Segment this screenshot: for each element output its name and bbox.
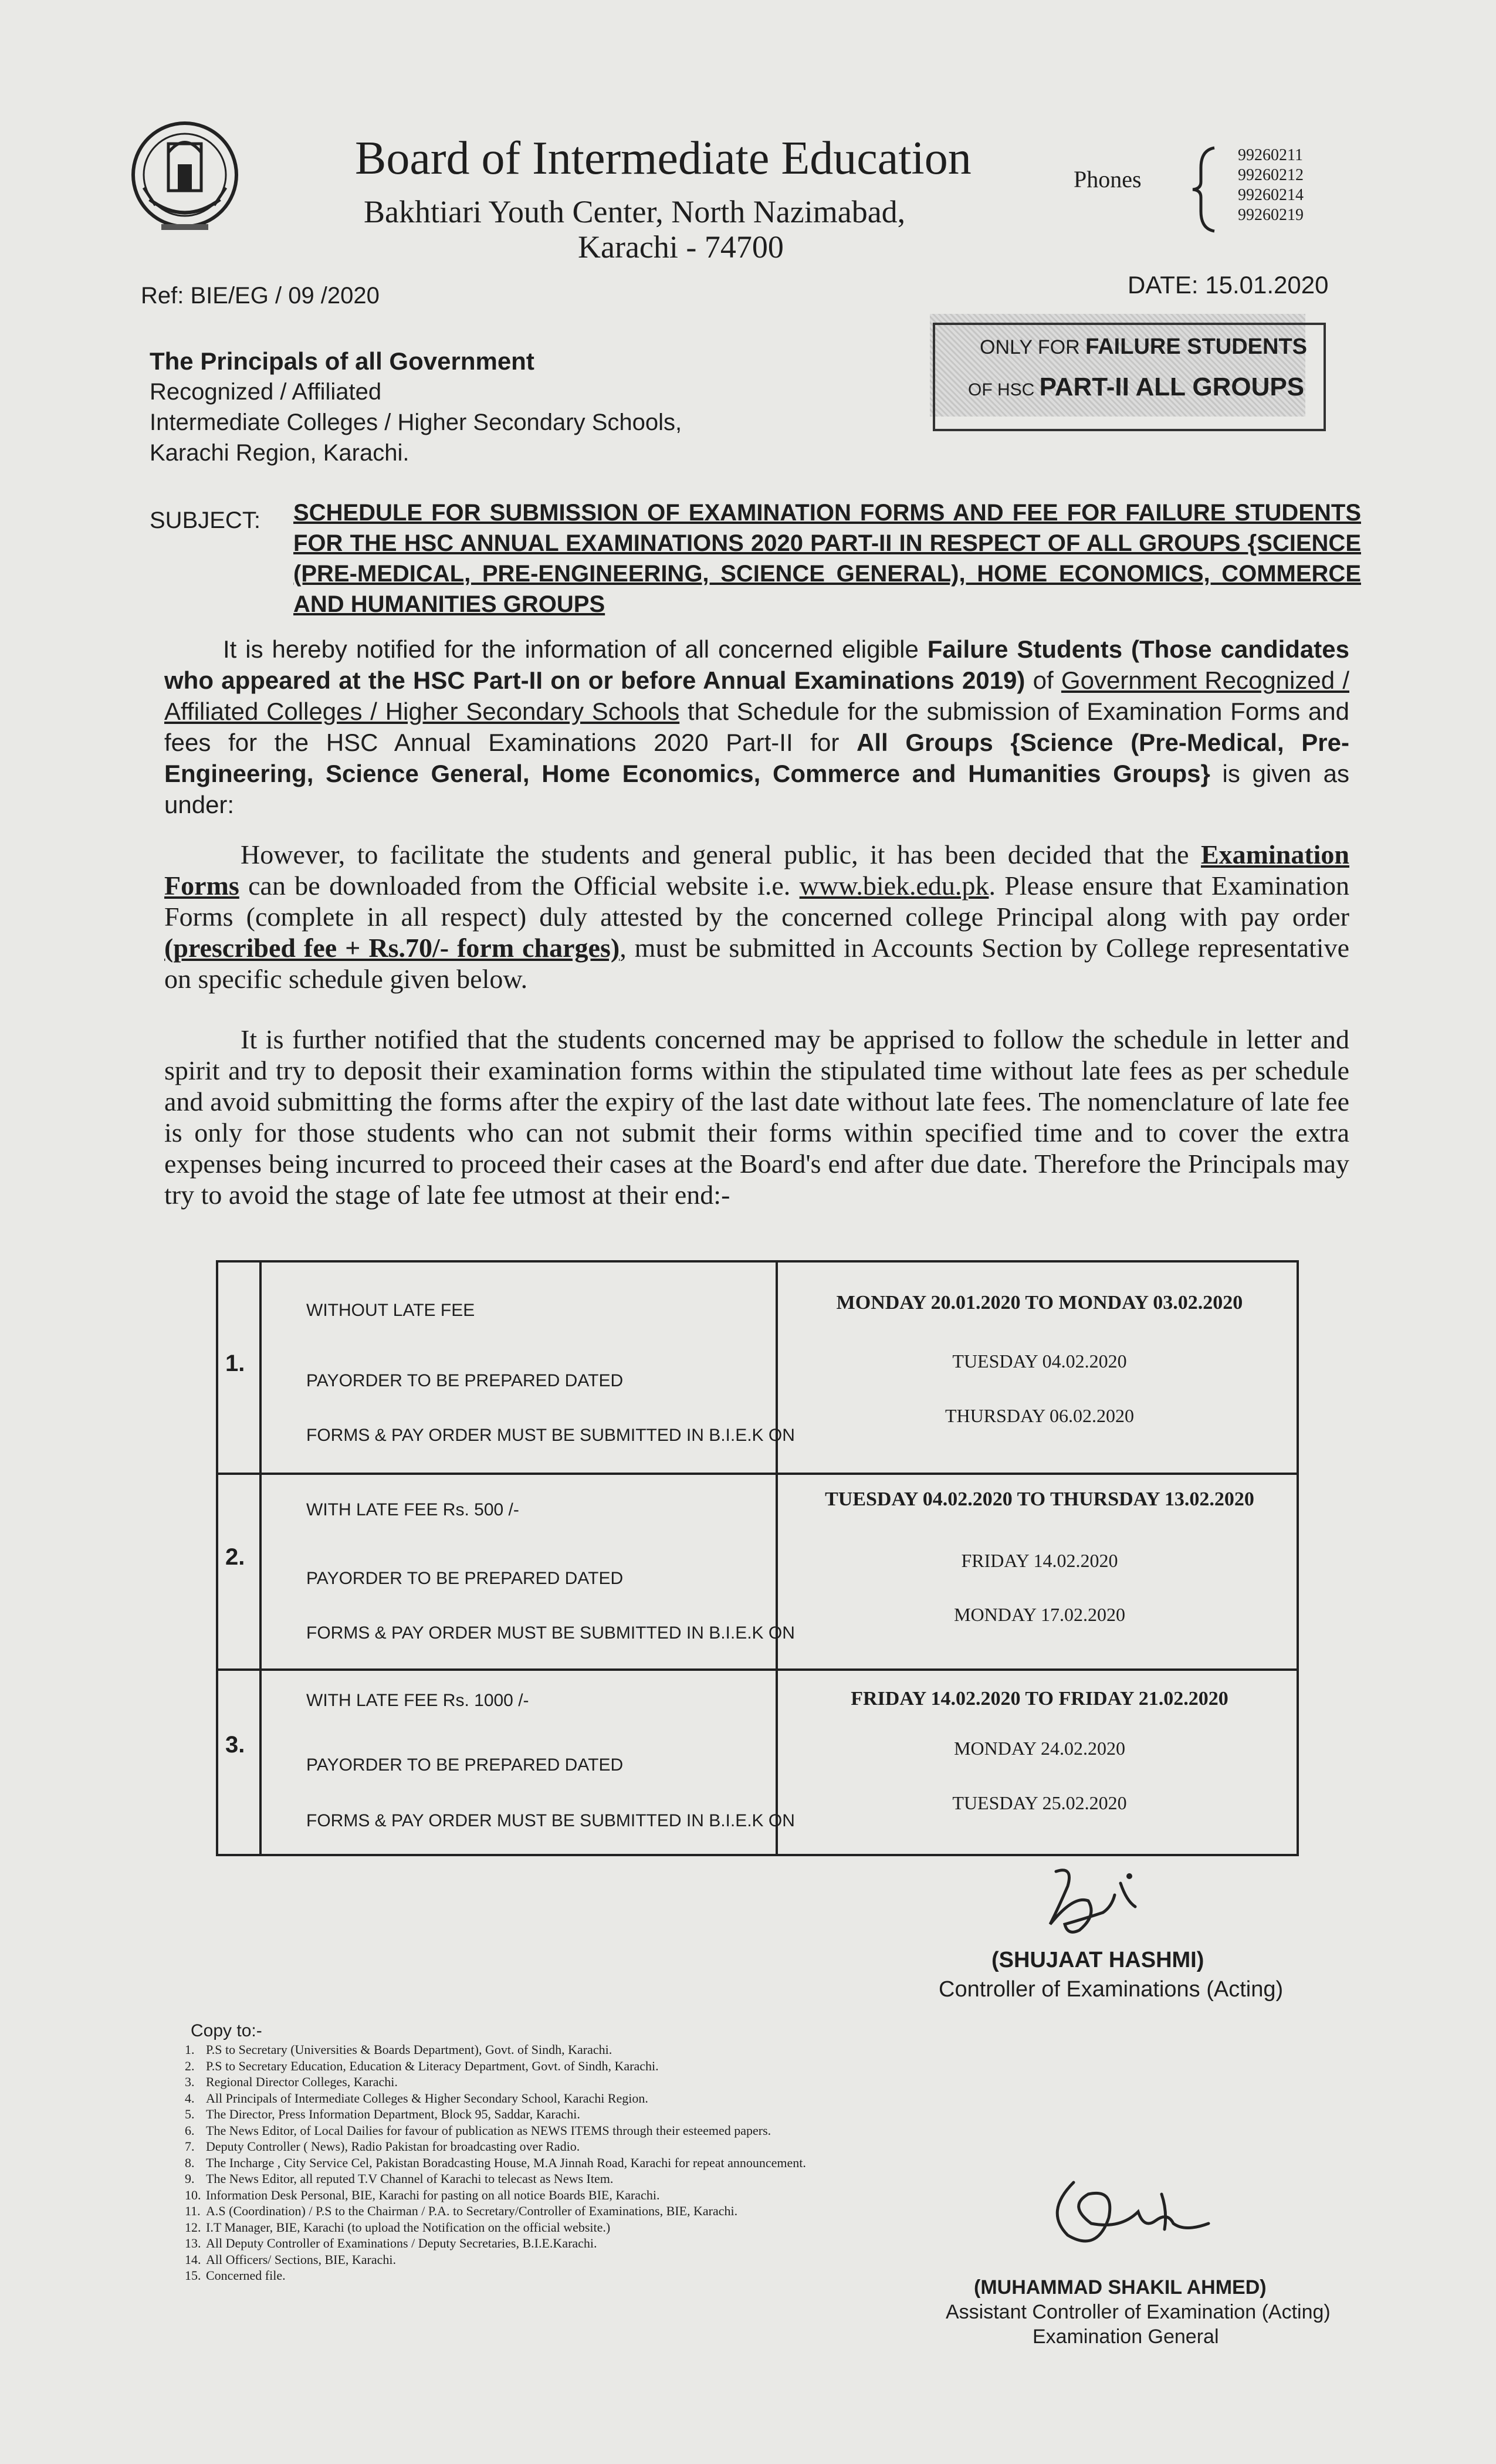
list-item: 4. All Principals of Intermediate Colleges & Higher Secondary School, Karachi Region. — [185, 2090, 648, 2106]
payorder-date: FRIDAY 14.02.2020 — [961, 1550, 1118, 1571]
stamp-line-2: OF HSC PART-II ALL GROUPS — [968, 373, 1305, 401]
phones-label: Phones — [1074, 166, 1142, 192]
curly-brace-icon — [1188, 145, 1223, 233]
table-divider — [259, 1263, 262, 1854]
list-item: 12. I.T Manager, BIE, Karachi (to upload the Notification on the official website.) — [185, 2219, 611, 2235]
org-name: Board of Intermediate Education — [355, 133, 972, 184]
copy-to-list — [185, 2042, 806, 2284]
payorder-label: PAYORDER TO BE PREPARED DATED — [306, 1371, 624, 1390]
table-divider — [218, 1668, 1297, 1671]
signatory-2-name: (MUHAMMAD SHAKIL AHMED) — [974, 2276, 1267, 2299]
board-seal-icon — [126, 117, 243, 241]
phone-numbers — [1238, 145, 1304, 225]
phone-number: 99260219 — [1238, 206, 1304, 224]
addressee-line: The Principals of all Government — [150, 347, 534, 375]
table-divider — [776, 1263, 778, 1854]
paragraph-3: It is further notified that the students concerned may be apprised to follow the schedule in letter and spirit and try to deposit their examination forms within the stipulated time without late fees as per schedule and avoid submitting the forms after the expiry of the last date without late fees. The nomenclature of late fee is only for those students who can not submit their forms within specified time and to cover the extra expenses being incurred to proceed their cases at the Board's end after due date. Therefore the Principals may try to avoid the stage of late fee utmost at their end:- — [164, 1024, 1349, 1210]
list-item: 14. All Officers/ Sections, BIE, Karachi. — [185, 2252, 397, 2267]
address-line-2: Karachi - 74700 — [578, 229, 784, 265]
addressee-line: Recognized / Affiliated — [150, 379, 382, 405]
payorder-label: PAYORDER TO BE PREPARED DATED — [306, 1569, 624, 1588]
fee-type: WITH LATE FEE Rs. 1000 /- — [306, 1691, 529, 1710]
subject-label: SUBJECT: — [150, 507, 260, 533]
address-line-1: Bakhtiari Youth Center, North Nazimabad, — [364, 194, 906, 229]
list-item: 3. Regional Director Colleges, Karachi. — [185, 2074, 398, 2089]
submit-date: TUESDAY 25.02.2020 — [952, 1792, 1127, 1813]
fee-type: WITH LATE FEE Rs. 500 /- — [306, 1500, 519, 1519]
payorder-date: MONDAY 24.02.2020 — [954, 1738, 1125, 1759]
website-link[interactable]: www.biek.edu.pk — [799, 871, 989, 901]
phone-number: 99260211 — [1238, 146, 1303, 164]
row-number: 3. — [225, 1732, 245, 1758]
signatory-1-name: (SHUJAAT HASHMI) — [991, 1948, 1204, 1972]
list-item: 10. Information Desk Personal, BIE, Karachi for pasting on all notice Boards BIE, Karachi. — [185, 2187, 660, 2202]
signature-1-icon — [1033, 1860, 1150, 1948]
addressee-line: Karachi Region, Karachi. — [150, 440, 409, 466]
signature-2-icon — [1033, 2165, 1214, 2265]
paragraph-1: It is hereby notified for the information of all concerned eligible Failure Students (Those candidates who appeared at the HSC Part-II on or before Annual Examinations 2019) of Government Recognized / Affiliated Colleges / Higher Secondary Schools that Schedule for the submission of Examination Forms and fees for the HSC Annual Examinations 2020 Part-II for All Groups {Science (Pre-Medical, Pre-Engineering, Science General, Home Economics, Commerce and Humanities Groups} is given as under: — [164, 635, 1349, 818]
submit-date: THURSDAY 06.02.2020 — [945, 1405, 1135, 1426]
row-number: 2. — [225, 1544, 245, 1570]
subject-text: SCHEDULE FOR SUBMISSION OF EXAMINATION FORMS AND FEE FOR FAILURE STUDENTS FOR THE HSC ANNUAL EXAMINATIONS 2020 PART-II IN RESPECT OF ALL GROUPS {SCIENCE (PRE-MEDICAL, PRE-ENGINEERING, SCIENCE GENERAL), HOME ECONOMICS, COMMERCE AND HUMANITIES GROUPS — [293, 500, 1361, 617]
fee-type: WITHOUT LATE FEE — [306, 1301, 475, 1320]
table-divider — [218, 1473, 1297, 1475]
list-item: 13. All Deputy Controller of Examinations / Deputy Secretaries, B.I.E.Karachi. — [185, 2236, 597, 2250]
period-dates: TUESDAY 04.02.2020 TO THURSDAY 13.02.2020 — [825, 1488, 1254, 1510]
list-item: 15. Concerned file. — [185, 2268, 286, 2283]
schedule-table — [216, 1260, 1299, 1856]
submit-label: FORMS & PAY ORDER MUST BE SUBMITTED IN B.I.E.K ON — [306, 1811, 795, 1830]
signatory-2-title: Assistant Controller of Examination (Acting) — [946, 2301, 1331, 2323]
period-dates: MONDAY 20.01.2020 TO MONDAY 03.02.2020 — [836, 1292, 1243, 1314]
letter-date: DATE: 15.01.2020 — [1128, 271, 1329, 299]
signatory-1-title: Controller of Examinations (Acting) — [939, 1977, 1284, 2002]
paragraph-2: However, to facilitate the students and general public, it has been decided that the Examination Forms can be downloaded from the Official website i.e. www.biek.edu.pk. Please ensure that Examination Forms (complete in all respect) duly attested by the concerned college Principal along with pay order (prescribed fee + Rs.70/- form charges), must be submitted in Accounts Section by College representative on specific schedule given below. — [164, 840, 1349, 994]
list-item: 5. The Director, Press Information Department, Block 95, Saddar, Karachi. — [185, 2107, 580, 2121]
addressee-line: Intermediate Colleges / Higher Secondary Schools, — [150, 409, 682, 435]
submit-label: FORMS & PAY ORDER MUST BE SUBMITTED IN B.I.E.K ON — [306, 1426, 795, 1445]
submit-date: MONDAY 17.02.2020 — [954, 1604, 1125, 1625]
signatory-2-department: Examination General — [1033, 2326, 1219, 2348]
list-item: 7. Deputy Controller ( News), Radio Pakistan for broadcasting over Radio. — [185, 2139, 580, 2154]
reference-number: Ref: BIE/EG / 09 /2020 — [141, 283, 380, 309]
phone-number: 99260214 — [1238, 186, 1304, 204]
addressee-block — [150, 346, 682, 468]
submit-label: FORMS & PAY ORDER MUST BE SUBMITTED IN B.I.E.K ON — [306, 1623, 795, 1643]
list-item: 1. P.S to Secretary (Universities & Boards Department), Govt. of Sindh, Karachi. — [185, 2042, 612, 2057]
phone-number: 99260212 — [1238, 166, 1304, 184]
list-item: 11. A.S (Coordination) / P.S to the Chairman / P.A. to Secretary/Controller of Examinations, BIE, Karachi. — [185, 2204, 738, 2218]
period-dates: FRIDAY 14.02.2020 TO FRIDAY 21.02.2020 — [851, 1688, 1228, 1710]
copy-to-label: Copy to:- — [191, 2021, 262, 2040]
payorder-label: PAYORDER TO BE PREPARED DATED — [306, 1755, 624, 1775]
payorder-date: TUESDAY 04.02.2020 — [952, 1351, 1127, 1372]
list-item: 8. The Incharge , City Service Cel, Pakistan Boradcasting House, M.A Jinnah Road, Karachi for repeat announcement. — [185, 2155, 806, 2170]
list-item: 2. P.S to Secretary Education, Education & Literacy Department, Govt. of Sindh, Karachi. — [185, 2058, 659, 2073]
list-item: 6. The News Editor, of Local Dailies for favour of publication as NEWS ITEMS through their esteemed papers. — [185, 2123, 771, 2138]
list-item: 9. The News Editor, all reputed T.V Channel of Karachi to telecast as News Item. — [185, 2171, 614, 2186]
stamp-line-1: ONLY FOR FAILURE STUDENTS — [980, 334, 1308, 359]
row-number: 1. — [225, 1351, 245, 1376]
